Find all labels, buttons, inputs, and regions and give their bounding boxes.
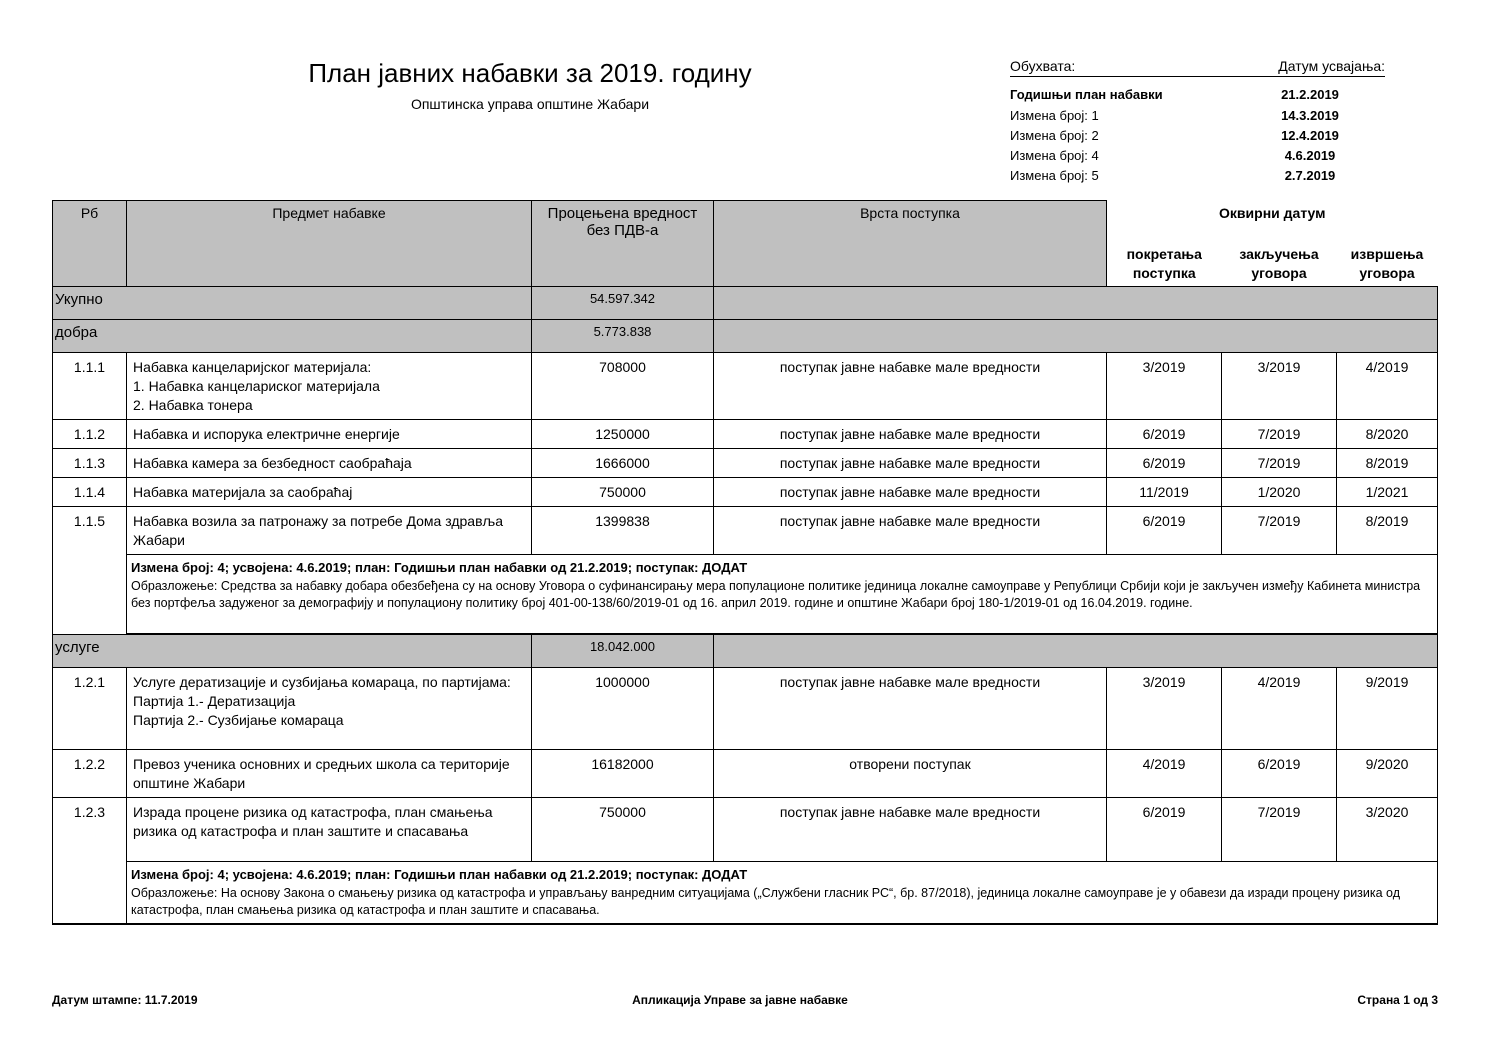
row-start: 6/2019 xyxy=(1107,506,1222,554)
scope-row-name: Измена број: 2 xyxy=(1010,127,1099,143)
section-label: услуге xyxy=(53,634,532,668)
row-subject: Услуге дератизације и сузбијања комараца, по партијама: Партија 1.- Дератизација Партија 2.- Сузбијање комараца xyxy=(127,668,532,750)
amendment-note xyxy=(127,862,1438,924)
total-filler xyxy=(714,286,1438,319)
scope-row-date: 2.7.2019 xyxy=(1284,167,1336,183)
table-row xyxy=(53,352,1438,419)
row-subject: Набавка камера за безбедност саобраћаја xyxy=(127,448,532,477)
row-value: 1000000 xyxy=(532,668,714,750)
amendment-note-row xyxy=(53,554,1438,634)
procurement-table xyxy=(52,200,1438,925)
section-value: 18.042.000 xyxy=(532,634,714,668)
scope-row xyxy=(1010,165,1385,185)
page-number: Страна 1 од 3 xyxy=(1357,993,1438,1007)
print-date: Датум штампе: 11.7.2019 xyxy=(52,993,198,1007)
amendment-note-body: Образложење: Средства за набавку добара обезбеђена су на основу Уговора о суфинансирању мера популационе политике јединица локалне самоуправе у Републици Србији који је закључен између Кабинета министра без портфеља задуженог за демографију и популациону политику број 401-00-138/60/2019-01 од 16. април 2019. године и општине Жабари број 180-1/2019-01 од 16.04.2019. године. xyxy=(131,578,1421,610)
scope-panel xyxy=(1010,58,1385,185)
row-rb: 1.1.2 xyxy=(53,419,127,448)
scope-row-date: 21.2.2019 xyxy=(1281,86,1339,102)
scope-row-name: Измена број: 4 xyxy=(1010,147,1099,163)
scope-label: Обухвата: xyxy=(1010,58,1076,74)
row-procedure: поступак јавне набавке мале вредности xyxy=(714,668,1107,750)
table-row xyxy=(53,448,1438,477)
note-spacer xyxy=(53,554,127,634)
table-row xyxy=(53,750,1438,798)
table-row xyxy=(53,477,1438,506)
scope-header xyxy=(1010,58,1385,77)
note-spacer xyxy=(53,862,127,924)
amendment-note xyxy=(127,554,1438,634)
row-execute: 8/2019 xyxy=(1337,506,1438,554)
col-header-procedure: Врста поступка xyxy=(714,201,1107,287)
col-header-execute: извршења уговора xyxy=(1350,245,1424,281)
section-value: 5.773.838 xyxy=(532,319,714,352)
row-rb: 1.1.1 xyxy=(53,352,127,419)
row-execute: 3/2020 xyxy=(1337,798,1438,862)
scope-row-name: Измена број: 5 xyxy=(1010,167,1099,183)
row-procedure: поступак јавне набавке мале вредности xyxy=(714,352,1107,419)
row-start: 4/2019 xyxy=(1107,750,1222,798)
row-value: 1399838 xyxy=(532,506,714,554)
scope-row-date: 14.3.2019 xyxy=(1281,107,1339,123)
scope-row-date: 4.6.2019 xyxy=(1284,147,1336,163)
row-conclude: 1/2020 xyxy=(1222,477,1337,506)
row-value: 1666000 xyxy=(532,448,714,477)
col-header-frame-date: Оквирни датум xyxy=(1219,204,1326,221)
col-header-subject: Предмет набавке xyxy=(127,201,532,287)
col-header-value: Процењена вредност без ПДВ-а xyxy=(532,201,714,287)
table-row xyxy=(53,668,1438,750)
scope-row xyxy=(1010,145,1385,165)
section-row-services xyxy=(53,634,1438,668)
row-subject: Набавка материјала за саобраћај xyxy=(127,477,532,506)
col-header-conclude: закључења уговора xyxy=(1239,245,1319,281)
scope-row-name: Измена број: 1 xyxy=(1010,107,1099,123)
row-value: 708000 xyxy=(532,352,714,419)
row-rb: 1.2.3 xyxy=(53,798,127,862)
row-procedure: поступак јавне набавке мале вредности xyxy=(714,506,1107,554)
footer-app-name: Апликација Управе за јавне набавке xyxy=(632,993,848,1007)
row-conclude: 7/2019 xyxy=(1222,419,1337,448)
row-subject: Израда процене ризика од катастрофа, план смањења ризика од катастрофа и план заштите и спасавања xyxy=(127,798,532,862)
row-conclude: 6/2019 xyxy=(1222,750,1337,798)
row-start: 11/2019 xyxy=(1107,477,1222,506)
row-rb: 1.2.1 xyxy=(53,668,127,750)
section-filler xyxy=(714,634,1438,668)
col-header-rb: Рб xyxy=(53,201,127,287)
row-procedure: поступак јавне набавке мале вредности xyxy=(714,419,1107,448)
page-title: План јавних набавки за 2019. годину xyxy=(308,58,752,88)
row-subject: Набавка канцеларијског материјала: 1. Набавка канцелариског материјала 2. Набавка тонера xyxy=(127,352,532,419)
scope-row-date: 12.4.2019 xyxy=(1281,127,1339,143)
section-filler xyxy=(714,319,1438,352)
row-procedure: поступак јавне набавке мале вредности xyxy=(714,448,1107,477)
row-procedure: отворени поступак xyxy=(714,750,1107,798)
row-execute: 8/2020 xyxy=(1337,419,1438,448)
row-start: 6/2019 xyxy=(1107,448,1222,477)
row-execute: 9/2020 xyxy=(1337,750,1438,798)
row-rb: 1.1.4 xyxy=(53,477,127,506)
row-execute: 8/2019 xyxy=(1337,448,1438,477)
row-value: 1250000 xyxy=(532,419,714,448)
row-value: 750000 xyxy=(532,798,714,862)
amendment-note-row xyxy=(53,862,1438,924)
row-subject: Набавка и испорука електричне енергије xyxy=(127,419,532,448)
row-rb: 1.1.5 xyxy=(53,506,127,554)
row-conclude: 7/2019 xyxy=(1222,448,1337,477)
row-procedure: поступак јавне набавке мале вредности xyxy=(714,798,1107,862)
table-row xyxy=(53,798,1438,862)
row-conclude: 7/2019 xyxy=(1222,506,1337,554)
row-start: 6/2019 xyxy=(1107,798,1222,862)
scope-row xyxy=(1010,125,1385,145)
row-execute: 1/2021 xyxy=(1337,477,1438,506)
row-conclude: 4/2019 xyxy=(1222,668,1337,750)
scope-row xyxy=(1010,105,1385,125)
row-start: 3/2019 xyxy=(1107,668,1222,750)
row-value: 16182000 xyxy=(532,750,714,798)
scope-row-name: Годишњи план набавки xyxy=(1010,86,1163,102)
row-start: 6/2019 xyxy=(1107,419,1222,448)
row-rb: 1.2.2 xyxy=(53,750,127,798)
row-procedure: поступак јавне набавке мале вредности xyxy=(714,477,1107,506)
row-conclude: 7/2019 xyxy=(1222,798,1337,862)
adoption-date-label: Датум усвајања: xyxy=(1278,58,1385,74)
table-row xyxy=(53,506,1438,554)
scope-row xyxy=(1010,83,1385,105)
row-rb: 1.1.3 xyxy=(53,448,127,477)
table-row xyxy=(53,419,1438,448)
row-value: 750000 xyxy=(532,477,714,506)
page-subtitle: Општинска управа општине Жабари xyxy=(410,96,650,112)
total-row xyxy=(53,286,1438,319)
row-start: 3/2019 xyxy=(1107,352,1222,419)
row-subject: Набавка возила за патронажу за потребе Дома здравља Жабари xyxy=(127,506,532,554)
row-subject: Превоз ученика основних и средњих школа са територије општине Жабари xyxy=(127,750,532,798)
amendment-note-head: Измена број: 4; усвојена: 4.6.2019; план: Годишњи план набавки од 21.2.2019; поступак: ДОДАТ xyxy=(131,559,748,575)
section-label: добра xyxy=(53,319,532,352)
amendment-note-body: Образложење: На основу Закона о смањењу ризика од катастрофа и управљању ванредним ситуацијама („Службени гласник РС“, бр. 87/2018), јединица локалне самоуправе је у обавези да изради процену ризика од катастрофа, план смањења ризика од катастрофа и план заштите и спасавања. xyxy=(131,886,1401,917)
col-header-start: покретања поступка xyxy=(1126,245,1202,281)
table-header-row xyxy=(53,201,1438,241)
row-execute: 9/2019 xyxy=(1337,668,1438,750)
amendment-note-head: Измена број: 4; усвојена: 4.6.2019; план: Годишњи план набавки од 21.2.2019; поступак: ДОДАТ xyxy=(131,867,748,882)
section-row-goods xyxy=(53,319,1438,352)
total-value: 54.597.342 xyxy=(532,286,714,319)
row-conclude: 3/2019 xyxy=(1222,352,1337,419)
total-label: Укупно xyxy=(53,286,532,319)
row-execute: 4/2019 xyxy=(1337,352,1438,419)
